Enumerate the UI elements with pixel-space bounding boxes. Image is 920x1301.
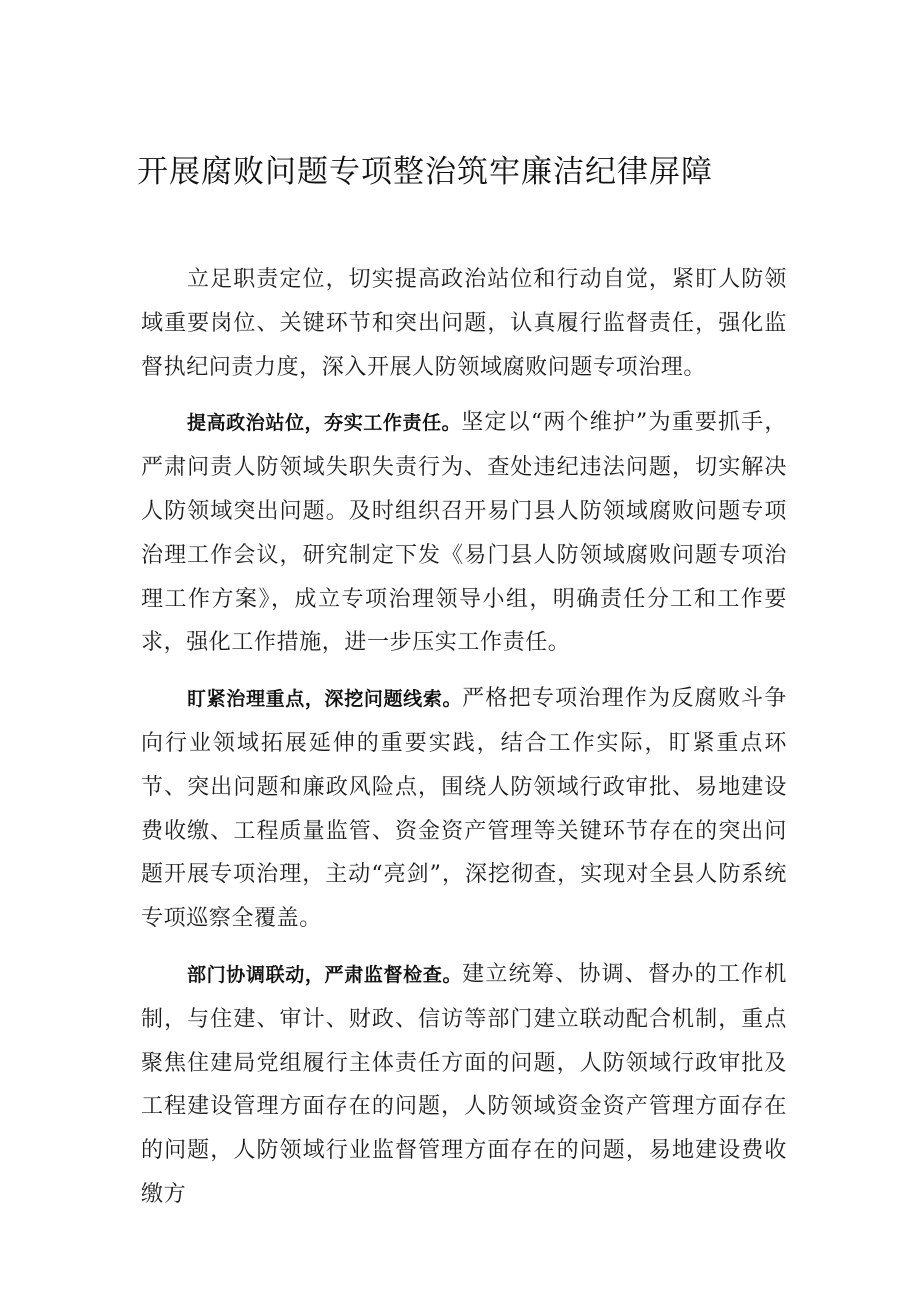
section-heading-3: 部门协调联动，严肃监督检查。 — [187, 963, 463, 986]
intro-paragraph: 立足职责定位，切实提高政治站位和行动自觉，紧盯人防领域重要岗位、关键环节和突出问题，认真履行监督责任，强化监督执纪问责力度，深入开展人防领域腐败问题专项治理。 — [141, 267, 787, 380]
document-body — [141, 258, 787, 1229]
section-heading-2: 盯紧治理重点，深挖问题线索。 — [187, 688, 463, 711]
section-paragraph-3 — [141, 953, 787, 1217]
section-paragraph-2 — [141, 677, 787, 941]
section-paragraph-1 — [141, 401, 787, 665]
section-text-2: 严格把专项治理作为反腐败斗争向行业领域拓展延伸的重要实践，结合工作实际，盯紧重点环节、突出问题和廉政风险点，围绕人防领域行政审批、易地建设费收缴、工程质量监管、资金资产管理等关键环节存在的突出问题开展专项治理，主动“亮剑”，深挖彻查，实现对全县人防系统专项巡察全覆盖。 — [141, 686, 787, 932]
section-text-3: 建立统筹、协调、督办的工作机制，与住建、审计、财政、信访等部门建立联动配合机制，重点聚焦住建局党组履行主体责任方面的问题，人防领域行政审批及工程建设管理方面存在的问题，人防领域资金资产管理方面存在的问题，人防领域行业监督管理方面存在的问题，易地建设费收缴方 — [141, 961, 787, 1207]
document-title: 开展腐败问题专项整治筑牢廉洁纪律屏障 — [137, 154, 713, 190]
section-text-1: 坚定以“两个维护”为重要抓手，严肃问责人防领域失职失责行为、查处违纪违法问题，切实解决人防领域突出问题。及时组织召开易门县人防领域腐败问题专项治理工作会议，研究制定下发《易门县人防领域腐败问题专项治理工作方案》，成立专项治理领导小组，明确责任分工和工作要求，强化工作措施，进一步压实工作责任。 — [141, 410, 787, 656]
section-heading-1: 提高政治站位，夯实工作责任。 — [187, 412, 462, 435]
